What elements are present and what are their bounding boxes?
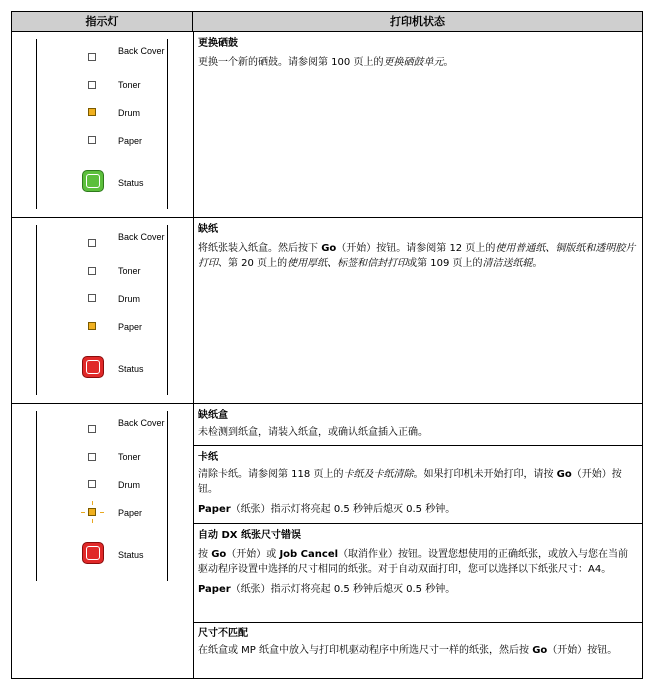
entry-title: 缺纸 [198, 224, 218, 235]
panel-line [167, 225, 168, 395]
entry-title: 缺纸盒 [198, 410, 228, 421]
status-led-red-icon [82, 356, 104, 378]
entry-no-paper [198, 222, 638, 271]
entry-title: 更换硒鼓 [198, 38, 238, 49]
column-divider [193, 32, 194, 678]
entry-dx-size-error [198, 528, 638, 597]
drum-led-icon [88, 480, 96, 488]
entry-text: 清除卡纸。请参阅第 118 页上的卡纸及卡纸清除。如果打印机未开始打印，请按 Go（开始）按钮。 [198, 469, 622, 495]
entry-divider [194, 445, 642, 446]
link-replace-drum[interactable]: 更换硒鼓单元 [383, 57, 444, 68]
status-led-green-icon [82, 170, 104, 192]
link-paper-jam[interactable]: 卡纸及卡纸清除 [343, 469, 414, 480]
panel-line [36, 225, 37, 395]
paper-label: Paper [118, 508, 143, 518]
status-label: Status [118, 178, 144, 188]
back-cover-label: Back Cover [118, 46, 165, 56]
toner-led-icon [88, 453, 96, 461]
entry-replace-drum [198, 36, 638, 70]
drum-led-icon [88, 108, 96, 116]
link-print-thick-paper[interactable]: 使用厚纸、标签和信封打印 [287, 258, 408, 269]
toner-label: Toner [118, 266, 141, 276]
entry-title: 尺寸不匹配 [198, 628, 248, 639]
paper-led-icon [88, 136, 96, 144]
back-cover-label: Back Cover [118, 232, 165, 242]
drum-label: Drum [118, 294, 140, 304]
panel-line [167, 39, 168, 209]
entry-text: 未检测到纸盒，请装入纸盒，或确认纸盒插入正确。 [198, 427, 428, 438]
drum-led-icon [88, 294, 96, 302]
entry-text: 按 Go（开始）或 Job Cancel（取消作业）按钮。设置您想使用的正确纸张，或放入与您在当前驱动程序设置中选择的尺寸相同的纸张。对于自动双面打印，您可以选择以下纸张尺寸：A4。 [198, 549, 629, 575]
entry-text: 更换一个新的硒鼓。请参阅第 100 页上的更换硒鼓单元。 [198, 57, 454, 68]
toner-led-icon [88, 81, 96, 89]
entry-note: Paper（纸张）指示灯将亮起 0.5 秒钟后熄灭 0.5 秒钟。 [198, 584, 456, 595]
status-led-red-icon [82, 542, 104, 564]
back-cover-led-icon [88, 53, 96, 61]
status-label: Status [118, 550, 144, 560]
paper-label: Paper [118, 322, 143, 332]
toner-led-icon [88, 267, 96, 275]
status-label: Status [118, 364, 144, 374]
entry-text: 将纸张装入纸盒。然后按下 Go（开始）按钮。请参阅第 12 页上的使用普通纸、铜版纸和透明胶片打印、第 20 页上的使用厚纸、标签和信封打印或第 109 页上的清洁送纸辊。 [198, 243, 636, 269]
back-cover-led-icon [88, 239, 96, 247]
drum-label: Drum [118, 108, 140, 118]
entry-title: 自动 DX 纸张尺寸错误 [198, 530, 301, 541]
paper-label: Paper [118, 136, 143, 146]
panel-line [36, 411, 37, 581]
toner-label: Toner [118, 452, 141, 462]
panel-line [167, 411, 168, 581]
entry-note: Paper（纸张）指示灯将亮起 0.5 秒钟后熄灭 0.5 秒钟。 [198, 504, 456, 515]
led-panel-replace-drum [12, 32, 193, 217]
entry-size-mismatch [198, 626, 638, 658]
led-status-table [11, 11, 643, 679]
drum-label: Drum [118, 480, 140, 490]
entry-text: 在纸盒或 MP 纸盒中放入与打印机驱动程序中所选尺寸一样的纸张，然后按 Go（开始）按钮。 [198, 645, 618, 656]
led-panel-tray-errors [12, 404, 193, 589]
back-cover-led-icon [88, 425, 96, 433]
entry-title: 卡纸 [198, 452, 218, 463]
header-printer-status: 打印机状态 [193, 12, 642, 32]
panel-line [36, 39, 37, 209]
entry-paper-jam [198, 450, 638, 517]
paper-led-icon [88, 322, 96, 330]
entry-divider [194, 622, 642, 623]
led-panel-no-paper [12, 218, 193, 403]
link-clean-roller[interactable]: 清洁送纸辊 [482, 258, 533, 269]
entry-divider [194, 523, 642, 524]
link-print-plain-paper[interactable]: 使用普通纸、铜版纸和透明胶片打印 [198, 243, 636, 269]
back-cover-label: Back Cover [118, 418, 165, 428]
entry-no-tray [198, 408, 638, 440]
toner-label: Toner [118, 80, 141, 90]
header-indicator: 指示灯 [12, 12, 193, 32]
